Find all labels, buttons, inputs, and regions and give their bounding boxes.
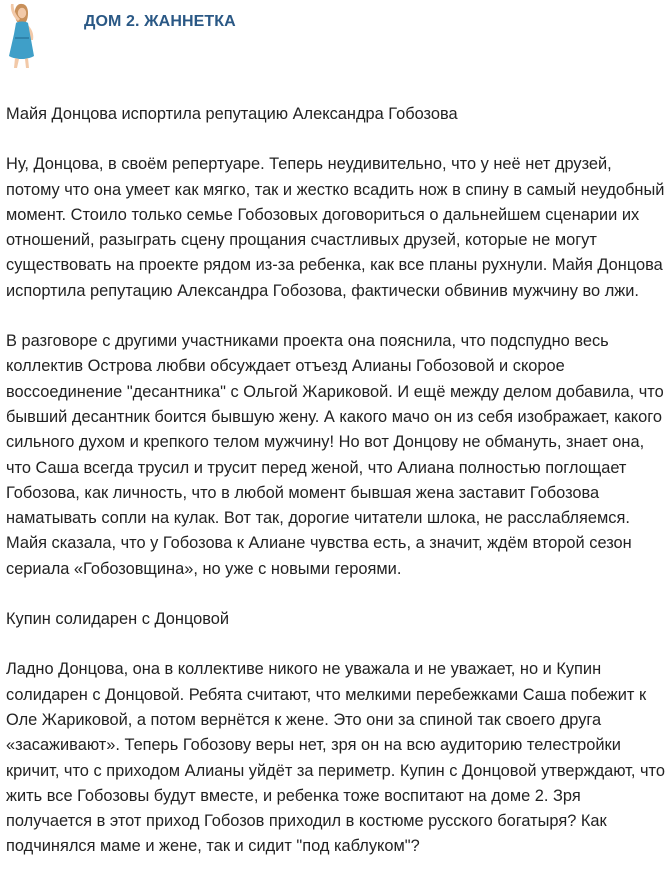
- article-paragraph-1: Ну, Донцова, в своём репертуаре. Теперь неудивительно, что у неё нет друзей, потому что она умеет как мягко, так и жестко всадить нож в спину в самый неудобный момент. Стоило только семье Гобозовых договориться о дальнейшем сценарии их отношений, разыграть сцену прощания счастливых друзей, которые не могут существовать на проекте рядом из-за ребенка, как все планы рухнули. Майя Донцова испортила репутацию Александра Гобозова, фактически обвинив мужчину во лжи.: [6, 155, 665, 300]
- page-header: [0, 0, 670, 70]
- article-subheading: Купин солидарен с Донцовой: [6, 610, 230, 629]
- article-body: [6, 102, 666, 885]
- avatar[interactable]: [0, 0, 58, 70]
- article-title: Майя Донцова испортила репутацию Александра Гобозова: [6, 105, 458, 123]
- source-title[interactable]: ДОМ 2. ЖАННЕТКА: [84, 13, 236, 30]
- article-paragraph-3: Ладно Донцова, она в коллективе никого не уважала и не уважает, но и Купин солидарен с Донцовой. Ребята считают, что мелкими перебежками Саша побежит к Оле Жариковой, а потом вернётся к жене. Это они за спиной так своего друга «засаживают». Теперь Гобозову веры нет, зря он на всю аудиторию телестройки кричит, что с приходом Алианы уйдёт за периметр. Купин с Донцовой утверждают, что жить все Гобозовы будут вместе, и ребенка тоже воспитают на доме 2. Зря получается в этот приход Гобозов приходил в костюме русского богатыря? Как подчинялся маме и жене, так и сидит "под каблуком"?: [6, 660, 665, 856]
- article-paragraph-2: В разговоре с другими участниками проекта она пояснила, что подспудно весь коллектив Острова любви обсуждает отъезд Алианы Гобозовой и скорое воссоединение "десантника" с Ольгой Жариковой. И ещё между делом добавила, что бывший десантник боится бывшую жену. А какого мачо он из себя изображает, какого сильного духом и крепкого телом мужчину! Но вот Донцову не обмануть, знает она, что Саша всегда трусил и трусит перед женой, что Алиана полностью поглощает Гобозова, как личность, что в любой момент бывшая жена заставит Гобозова наматывать сопли на кулак. Вот так, дорогие читатели шлока, не расслабляемся. Майя сказала, что у Гобозова к Алиане чувства есть, а значит, ждём второй сезон сериала «Гобозовщина», но уже с новыми героями.: [6, 332, 664, 578]
